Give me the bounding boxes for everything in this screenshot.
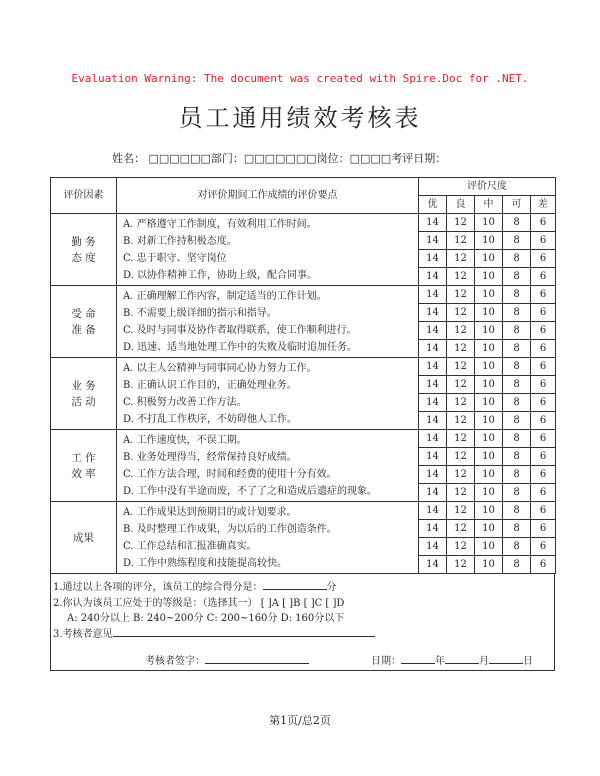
date-line <box>371 652 533 667</box>
score-option[interactable]: 6 <box>531 448 556 466</box>
dept-value[interactable]: □□□□□□□ <box>243 152 317 165</box>
criteria-item: A. 正确理解工作内容，制定适当的工作计划。 <box>123 291 327 302</box>
score-option[interactable]: 8 <box>503 376 531 394</box>
criteria-item: D. 迅速、适当地处理工作中的失败及临时追加任务。 <box>123 342 358 354</box>
score-option[interactable]: 8 <box>503 520 531 538</box>
score-option[interactable]: 10 <box>475 304 503 322</box>
score-question: 1.通过以上各项的评分，该员工的综合得分是： <box>53 582 263 593</box>
score-option[interactable]: 10 <box>475 358 503 376</box>
criteria-item: B. 及时整理工作成果，为以后的工作创造条件。 <box>123 524 337 536</box>
summary-section <box>50 574 555 671</box>
score-option[interactable]: 12 <box>447 466 475 484</box>
score-option[interactable]: 6 <box>531 484 556 502</box>
score-option[interactable]: 6 <box>531 466 556 484</box>
grade-header: 良 <box>447 196 475 214</box>
score-option[interactable]: 12 <box>447 376 475 394</box>
score-option[interactable]: 6 <box>531 520 556 538</box>
table-row <box>51 214 556 232</box>
month-input[interactable] <box>445 653 479 664</box>
score-option[interactable]: 8 <box>503 268 531 286</box>
criteria-item: D. 不打乱工作秩序，不妨碍他人工作。 <box>123 414 298 426</box>
criteria-item: C. 及时与同事及协作者取得联系，使工作顺利进行。 <box>123 325 357 337</box>
year-input[interactable] <box>401 653 435 664</box>
score-option[interactable]: 12 <box>447 250 475 268</box>
criteria-item: D. 工作中没有半途而废，不了了之和造成后遗症的现象。 <box>123 486 378 498</box>
score-option[interactable]: 14 <box>419 250 447 268</box>
score-option[interactable]: 6 <box>531 250 556 268</box>
score-option[interactable]: 14 <box>419 376 447 394</box>
score-option[interactable]: 10 <box>475 466 503 484</box>
grade-header: 差 <box>531 196 556 214</box>
score-option[interactable]: 10 <box>475 232 503 250</box>
score-option[interactable]: 8 <box>503 394 531 412</box>
criteria-item: B. 对新工作持积极态度。 <box>123 236 237 248</box>
score-option[interactable]: 12 <box>447 340 475 358</box>
score-option[interactable]: 12 <box>447 556 475 574</box>
signer-label: 考核者签字： <box>145 656 205 667</box>
score-option[interactable]: 6 <box>531 538 556 556</box>
name-label: 姓名： <box>112 152 145 165</box>
opinion-label: 3.考核者意见 <box>53 629 113 640</box>
score-option[interactable]: 12 <box>447 322 475 340</box>
score-option[interactable]: 14 <box>419 340 447 358</box>
score-option[interactable]: 6 <box>531 394 556 412</box>
score-option[interactable]: 8 <box>503 304 531 322</box>
score-option[interactable]: 12 <box>447 232 475 250</box>
grade-ranges: A: 240分以上 B: 240~200分 C: 200~160分 D: 160分以下 <box>67 613 345 624</box>
score-option[interactable]: 6 <box>531 268 556 286</box>
score-option[interactable]: 6 <box>531 430 556 448</box>
score-option[interactable]: 10 <box>475 286 503 304</box>
score-option[interactable]: 12 <box>447 214 475 232</box>
table-row <box>51 502 556 520</box>
score-option[interactable]: 12 <box>447 430 475 448</box>
score-option[interactable]: 6 <box>531 304 556 322</box>
score-option[interactable]: 10 <box>475 538 503 556</box>
page-title: 员工通用绩效考核表 <box>178 104 422 132</box>
grade-choice-line[interactable]: 2.你认为该员工应处于的等级是：（选择其一） [ ]A [ ]B [ ]C [ ]D <box>53 598 345 609</box>
score-option[interactable]: 14 <box>419 394 447 412</box>
criteria-item: A. 工作速度快，不误工期。 <box>123 435 247 446</box>
score-option[interactable]: 8 <box>503 286 531 304</box>
score-option[interactable]: 12 <box>447 358 475 376</box>
score-option[interactable]: 12 <box>447 304 475 322</box>
score-option[interactable]: 6 <box>531 340 556 358</box>
score-option[interactable]: 12 <box>447 520 475 538</box>
grade-header: 可 <box>503 196 531 214</box>
score-option[interactable]: 6 <box>531 556 556 574</box>
score-option[interactable]: 10 <box>475 430 503 448</box>
score-option[interactable]: 14 <box>419 556 447 574</box>
score-option[interactable]: 6 <box>531 286 556 304</box>
score-option[interactable]: 10 <box>475 502 503 520</box>
factor-cell: 勤 务 态 度 <box>51 214 117 286</box>
score-option[interactable]: 8 <box>503 484 531 502</box>
score-option[interactable]: 14 <box>419 484 447 502</box>
score-option[interactable]: 12 <box>447 394 475 412</box>
score-option[interactable]: 8 <box>503 322 531 340</box>
score-option[interactable]: 14 <box>419 268 447 286</box>
score-option[interactable]: 8 <box>503 556 531 574</box>
criteria-cell <box>117 430 419 502</box>
criteria-cell <box>117 358 419 430</box>
criteria-item: D. 以协作精神工作，协助上级，配合同事。 <box>123 270 318 282</box>
name-value[interactable]: □□□□□□ <box>148 152 211 165</box>
criteria-item: D. 工作中熟练程度和技能提高较快。 <box>123 558 288 570</box>
month-label: 月 <box>479 656 489 667</box>
score-option[interactable]: 10 <box>475 322 503 340</box>
table-row <box>51 358 556 376</box>
post-label: 岗位： <box>316 152 350 165</box>
score-option[interactable]: 10 <box>475 484 503 502</box>
criteria-item: B. 业务处理得当，经常保持良好成绩。 <box>123 452 297 464</box>
score-option[interactable]: 14 <box>419 466 447 484</box>
score-option[interactable]: 12 <box>447 538 475 556</box>
score-option[interactable]: 14 <box>419 448 447 466</box>
score-option[interactable]: 8 <box>503 448 531 466</box>
evaluation-table <box>50 177 556 574</box>
criteria-item: B. 不需要上级详细的指示和指导。 <box>123 308 277 320</box>
score-option[interactable]: 12 <box>447 484 475 502</box>
day-input[interactable] <box>489 653 523 664</box>
score-option[interactable]: 8 <box>503 358 531 376</box>
criteria-item: A. 以主人公精神与同事同心协力努力工作。 <box>123 363 317 374</box>
score-option[interactable]: 10 <box>475 556 503 574</box>
score-option[interactable]: 14 <box>419 412 447 430</box>
score-option[interactable]: 12 <box>447 268 475 286</box>
factor-cell: 业 务 活 动 <box>51 358 117 430</box>
score-option[interactable]: 12 <box>447 502 475 520</box>
grade-header: 优 <box>419 196 447 214</box>
score-option[interactable]: 14 <box>419 538 447 556</box>
score-input[interactable] <box>263 579 327 590</box>
criteria-item: C. 工作方法合理，时间和经费的使用十分有效。 <box>123 469 337 481</box>
page-footer: 第1页/总2页 <box>269 714 331 727</box>
score-option[interactable]: 8 <box>503 340 531 358</box>
score-option[interactable]: 10 <box>475 448 503 466</box>
score-unit: 分 <box>326 582 337 593</box>
score-option[interactable]: 8 <box>503 214 531 232</box>
score-option[interactable]: 10 <box>475 268 503 286</box>
criteria-item: A. 工作成果达到预期目的或计划要求。 <box>123 507 297 518</box>
factor-cell: 工 作 效 率 <box>51 430 117 502</box>
score-option[interactable]: 14 <box>419 304 447 322</box>
score-option[interactable]: 8 <box>503 466 531 484</box>
score-option[interactable]: 6 <box>531 358 556 376</box>
score-option[interactable]: 6 <box>531 412 556 430</box>
score-option[interactable]: 14 <box>419 502 447 520</box>
grade-header: 中 <box>475 196 503 214</box>
sign-date-label: 日期： <box>371 656 401 667</box>
table-row <box>51 286 556 304</box>
score-option[interactable]: 6 <box>531 502 556 520</box>
post-value[interactable]: □□□□ <box>349 152 392 165</box>
criteria-item: C. 积极努力改善工作方法。 <box>123 397 247 409</box>
score-option[interactable]: 8 <box>503 502 531 520</box>
criteria-cell <box>117 286 419 358</box>
signature-line <box>145 652 309 667</box>
opinion-line <box>53 625 375 640</box>
score-option[interactable]: 10 <box>475 250 503 268</box>
factor-cell: 成果 <box>51 502 117 574</box>
score-line <box>53 578 337 593</box>
criteria-item: C. 忠于职守、坚守岗位 <box>123 253 227 265</box>
score-option[interactable]: 14 <box>419 286 447 304</box>
evaluation-warning: Evaluation Warning: The document was created with Spire.Doc for .NET. <box>71 72 529 85</box>
header-factor: 评价因素 <box>51 178 117 214</box>
score-option[interactable]: 14 <box>419 358 447 376</box>
score-option[interactable]: 6 <box>531 376 556 394</box>
opinion-input[interactable] <box>113 626 375 637</box>
signer-input[interactable] <box>205 653 309 664</box>
score-option[interactable]: 6 <box>531 232 556 250</box>
score-option[interactable]: 8 <box>503 232 531 250</box>
score-option[interactable]: 14 <box>419 232 447 250</box>
year-label: 年 <box>435 656 445 667</box>
score-option[interactable]: 6 <box>531 322 556 340</box>
date-label: 考评日期： <box>391 152 447 165</box>
criteria-item: A. 严格遵守工作制度，有效利用工作时间。 <box>123 219 317 230</box>
score-option[interactable]: 10 <box>475 214 503 232</box>
score-option[interactable]: 8 <box>503 430 531 448</box>
dept-label: 部门： <box>210 152 244 165</box>
score-option[interactable]: 10 <box>475 394 503 412</box>
score-option[interactable]: 8 <box>503 538 531 556</box>
score-option[interactable]: 10 <box>475 412 503 430</box>
score-option[interactable]: 12 <box>447 286 475 304</box>
header-points: 对评价期间工作成绩的评价要点 <box>117 178 419 214</box>
table-row <box>51 430 556 448</box>
score-option[interactable]: 8 <box>503 412 531 430</box>
criteria-cell <box>117 214 419 286</box>
header-scale: 评价尺度 <box>419 178 556 196</box>
score-option[interactable]: 10 <box>475 376 503 394</box>
criteria-item: C. 工作总结和汇报准确真实。 <box>123 541 257 553</box>
criteria-item: B. 正确认识工作目的，正确处理业务。 <box>123 380 297 392</box>
score-option[interactable]: 14 <box>419 214 447 232</box>
score-option[interactable]: 6 <box>531 214 556 232</box>
criteria-cell <box>117 502 419 574</box>
score-option[interactable]: 10 <box>475 520 503 538</box>
score-option[interactable]: 12 <box>447 412 475 430</box>
score-option[interactable]: 12 <box>447 448 475 466</box>
score-option[interactable]: 8 <box>503 250 531 268</box>
score-option[interactable]: 14 <box>419 520 447 538</box>
header-info-line <box>112 150 446 166</box>
score-option[interactable]: 10 <box>475 340 503 358</box>
factor-cell: 受 命 准 备 <box>51 286 117 358</box>
day-label: 日 <box>523 656 533 667</box>
score-option[interactable]: 14 <box>419 430 447 448</box>
score-option[interactable]: 14 <box>419 322 447 340</box>
